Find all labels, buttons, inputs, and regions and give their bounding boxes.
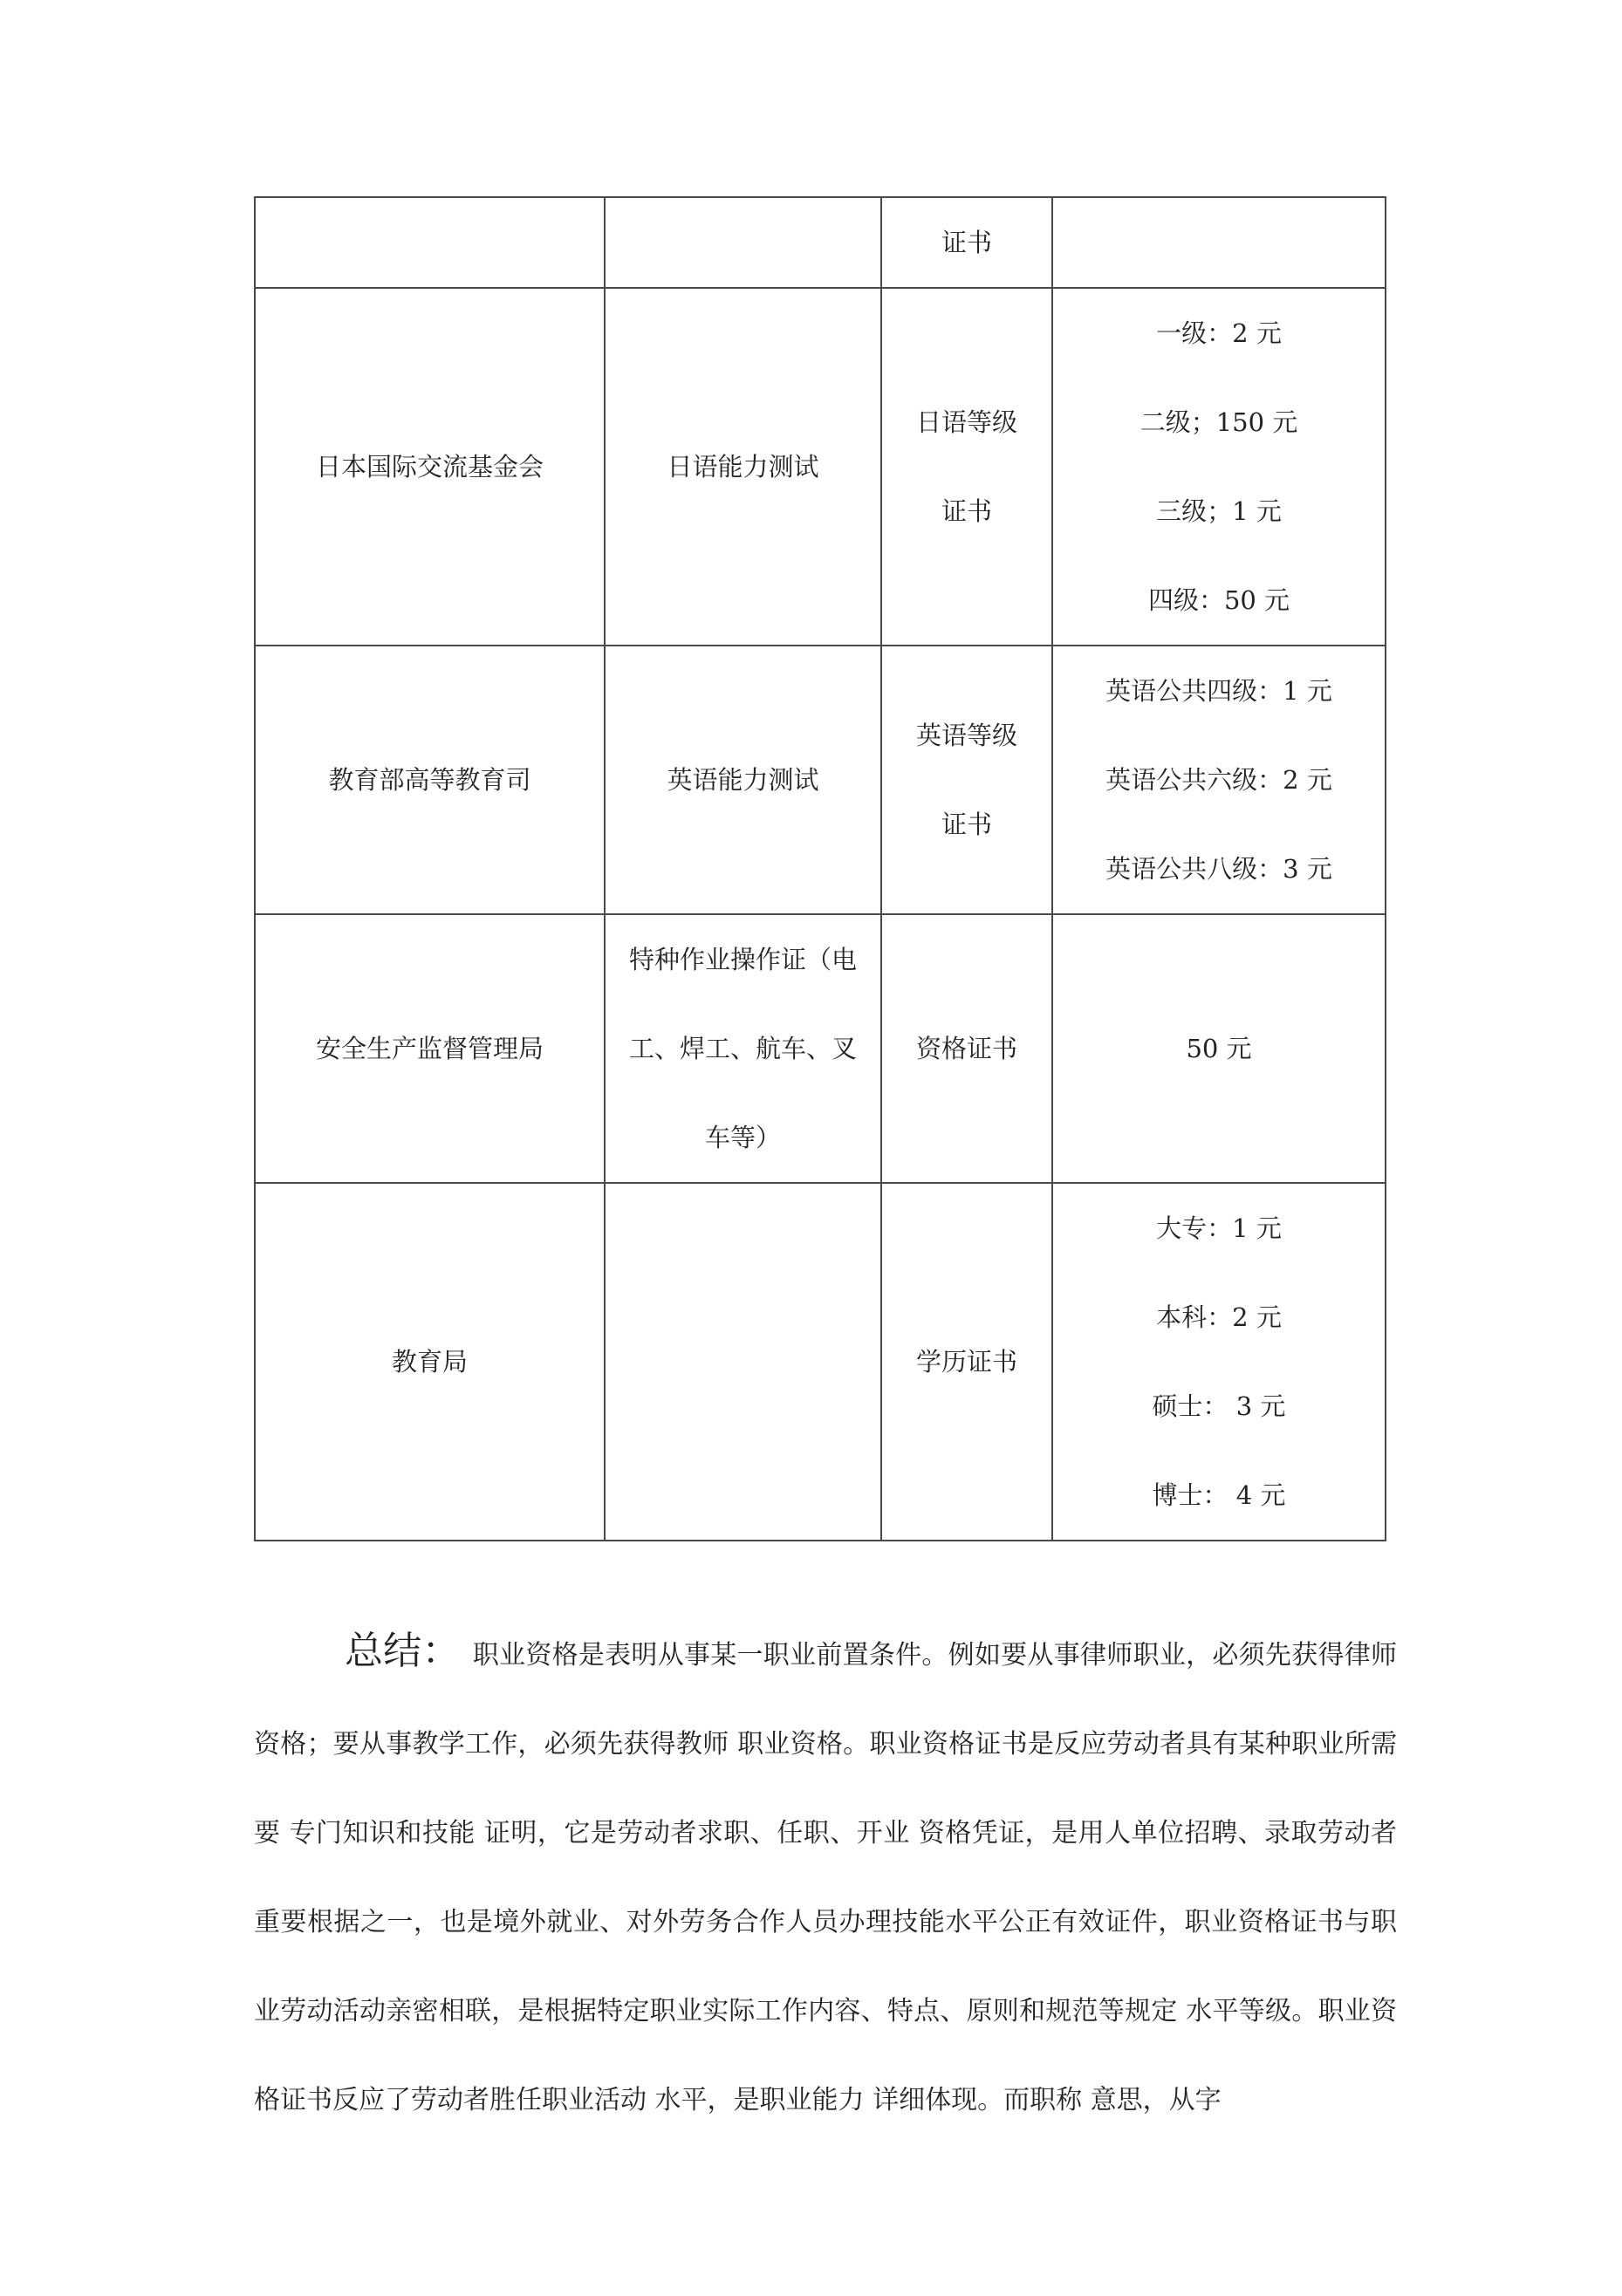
certificate-table <box>254 196 1386 1541</box>
certificate-cell <box>881 197 1052 288</box>
issuer-cell <box>255 1183 605 1541</box>
table-row <box>255 197 1386 288</box>
summary-body: 职业资格是表明从事某一职业前置条件。例如要从事律师职业，必须先获得律师资格；要从事教学工作，必须先获得教师 职业资格。职业资格证书是反应劳动者具有某种职业所需要 专门知识和技能 证明，它是劳动者求职、任职、开业 资格凭证，是用人单位招聘、录取劳动者 重要根据之一，也是境外就业、对外劳务合作人员办理技能水平公正有效证件，职业资格证书与职业劳动活动亲密相联，是根据特定职业实际工作内容、特点、原则和规范等规定 水平等级。职业资格证书反应了劳动者胜任职业活动 水平，是职业能力 详细体现。而职称 意思，从字 <box>254 1640 1398 2115</box>
exam-cell-line: 特种作业操作证（电 <box>628 945 857 974</box>
exam-cell-line: 工、焊工、航车、叉 <box>628 1034 857 1063</box>
fee-cell <box>1052 1183 1386 1541</box>
fee-cell-line: 英语公共八级：3 元 <box>1105 854 1332 884</box>
issuer-cell-text: 教育局 <box>391 1347 468 1377</box>
certificate-cell <box>881 288 1052 646</box>
exam-cell <box>605 646 881 914</box>
fee-cell-line: 英语公共四级：1 元 <box>1105 676 1332 706</box>
certificate-cell <box>881 914 1052 1183</box>
exam-cell <box>605 197 881 288</box>
certificate-cell-line: 证书 <box>941 228 992 257</box>
exam-cell-line: 英语能力测试 <box>667 765 819 795</box>
fee-cell-line: 英语公共六级：2 元 <box>1105 765 1332 795</box>
certificate-cell <box>881 1183 1052 1541</box>
fee-cell <box>1052 646 1386 914</box>
issuer-cell-text: 教育部高等教育司 <box>328 765 531 795</box>
fee-cell-line: 博士： 4 元 <box>1152 1480 1286 1510</box>
exam-cell <box>605 288 881 646</box>
fee-cell <box>1052 914 1386 1183</box>
exam-cell-line: 车等） <box>704 1123 781 1152</box>
certificate-cell-line: 资格证书 <box>915 1034 1017 1063</box>
fee-cell-line: 三级；1 元 <box>1156 496 1282 526</box>
issuer-cell <box>255 646 605 914</box>
certificate-cell <box>881 646 1052 914</box>
fee-cell <box>1052 288 1386 646</box>
fee-cell-line: 一级：2 元 <box>1156 318 1282 348</box>
table-row <box>255 914 1386 1183</box>
fee-cell-line: 大专：1 元 <box>1156 1213 1282 1243</box>
issuer-cell-text: 日本国际交流基金会 <box>315 452 544 482</box>
issuer-cell <box>255 288 605 646</box>
certificate-cell-line: 证书 <box>941 810 992 839</box>
table-row <box>255 646 1386 914</box>
exam-cell-line: 日语能力测试 <box>667 452 819 482</box>
summary-paragraph <box>254 1607 1397 2145</box>
exam-cell <box>605 1183 881 1541</box>
table-row <box>255 288 1386 646</box>
table-row <box>255 1183 1386 1541</box>
summary-heading: 总结： <box>345 1629 461 1673</box>
fee-cell-line: 二级；150 元 <box>1140 407 1298 437</box>
issuer-cell <box>255 197 605 288</box>
table-body <box>255 197 1386 1541</box>
fee-cell-line: 硕士： 3 元 <box>1152 1391 1286 1421</box>
fee-cell <box>1052 197 1386 288</box>
certificate-cell-line: 日语等级 <box>915 407 1017 437</box>
exam-cell <box>605 914 881 1183</box>
certificate-cell-line: 证书 <box>941 496 992 526</box>
issuer-cell <box>255 914 605 1183</box>
certificate-cell-line: 学历证书 <box>915 1347 1017 1377</box>
certificate-cell-line: 英语等级 <box>915 721 1017 750</box>
fee-cell-line: 四级：50 元 <box>1147 585 1290 615</box>
fee-cell-line: 本科：2 元 <box>1156 1302 1282 1332</box>
issuer-cell-text: 安全生产监督管理局 <box>315 1034 544 1063</box>
fee-cell-line: 50 元 <box>1186 1034 1252 1063</box>
